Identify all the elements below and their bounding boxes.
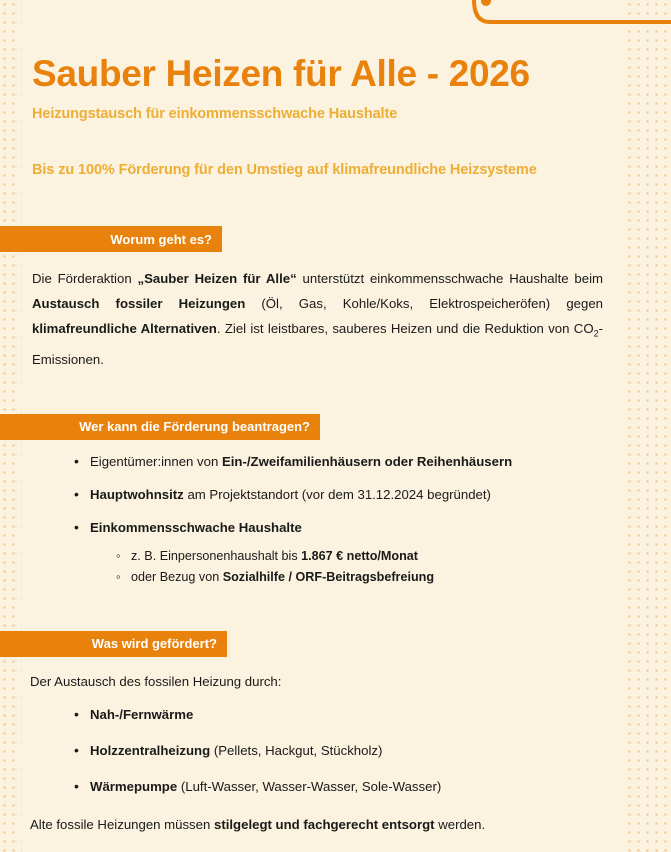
disposal-note <box>0 815 671 835</box>
text-run-bold: Holzzentralheizung <box>90 742 211 758</box>
text-run: Die Förderaktion <box>32 271 138 286</box>
list-item <box>74 777 671 797</box>
text-run: . Ziel ist leistbares, sauberes Heizen und die Reduktion von CO <box>216 321 594 336</box>
eligibility-list <box>0 452 671 587</box>
section-body-worum-geht-es <box>0 266 671 372</box>
text-run-bold: 1.867 € netto/Monat <box>301 548 418 563</box>
text-run: (Luft-Wasser, Wasser-Wasser, Sole-Wasser) <box>177 778 442 794</box>
text-run: unterstützt einkommensschwache Haushalte beim <box>296 271 603 286</box>
text-run: -Emissionen. <box>32 321 603 367</box>
text-run-bold: stilgelegt und fachgerecht entsorgt <box>214 816 435 832</box>
income-sublist <box>90 547 671 587</box>
section-badge-worum-geht-es <box>0 226 222 252</box>
section-badge-label: Was wird gefördert? <box>91 636 217 652</box>
poster-header <box>0 0 671 178</box>
list-item <box>116 547 671 566</box>
text-run-bold: Einkommensschwache Haushalte <box>90 519 302 535</box>
page-subtitle: Heizungstausch für einkommensschwache Haushalte <box>32 106 398 122</box>
list-item <box>116 568 671 587</box>
list-item <box>74 452 671 472</box>
text-run: oder Bezug von <box>131 569 223 584</box>
page-tagline: Bis zu 100% Förderung für den Umstieg auf klimafreundliche Heizsysteme <box>32 162 537 178</box>
list-item <box>74 741 671 761</box>
text-run: Eigentümer:innen von <box>90 453 222 469</box>
text-run: werden. <box>434 816 486 832</box>
text-run: am Projektstandort (vor dem 31.12.2024 begründet) <box>183 486 491 502</box>
co2-subscript: 2 <box>593 328 599 339</box>
intro-paragraph <box>32 266 603 372</box>
text-run-bold: Hauptwohnsitz <box>90 486 184 502</box>
funded-systems-list <box>0 705 671 797</box>
text-run-bold: Sozialhilfe / ORF-Beitragsbefreiung <box>222 569 435 584</box>
list-item <box>74 518 671 587</box>
text-run-bold: klimafreundliche Alternativen <box>32 321 217 336</box>
text-run-bold: Wärmepumpe <box>90 778 178 794</box>
text-run: Alte fossile Heizungen müssen <box>30 816 214 832</box>
text-run: z. B. Einpersonenhaushalt bis <box>131 548 302 563</box>
text-run-bold: Nah-/Fernwärme <box>90 706 194 722</box>
text-run: (Pellets, Hackgut, Stückholz) <box>210 742 383 758</box>
list-item <box>74 485 671 505</box>
funding-lead-text: Der Austausch des fossilen Heizung durch: <box>30 673 282 689</box>
list-item <box>74 705 671 725</box>
text-run: (Öl, Gas, Kohle/Koks, Elektrospeicheröfen) gegen <box>245 296 604 311</box>
text-run-bold: Austausch fossiler Heizungen <box>32 296 246 311</box>
section-badge-wer-kann-beantragen <box>0 414 320 440</box>
section-badge-label: Worum geht es? <box>110 231 212 247</box>
text-run-bold: „Sauber Heizen für Alle“ <box>137 271 297 286</box>
section-badge-was-wird-gefoerdert <box>0 631 227 657</box>
section-badge-label: Wer kann die Förderung beantragen? <box>79 419 310 435</box>
text-run-bold: Ein-/Zweifamilienhäusern oder Reihenhäusern <box>221 453 513 469</box>
page-title: Sauber Heizen für Alle - 2026 <box>32 53 530 94</box>
